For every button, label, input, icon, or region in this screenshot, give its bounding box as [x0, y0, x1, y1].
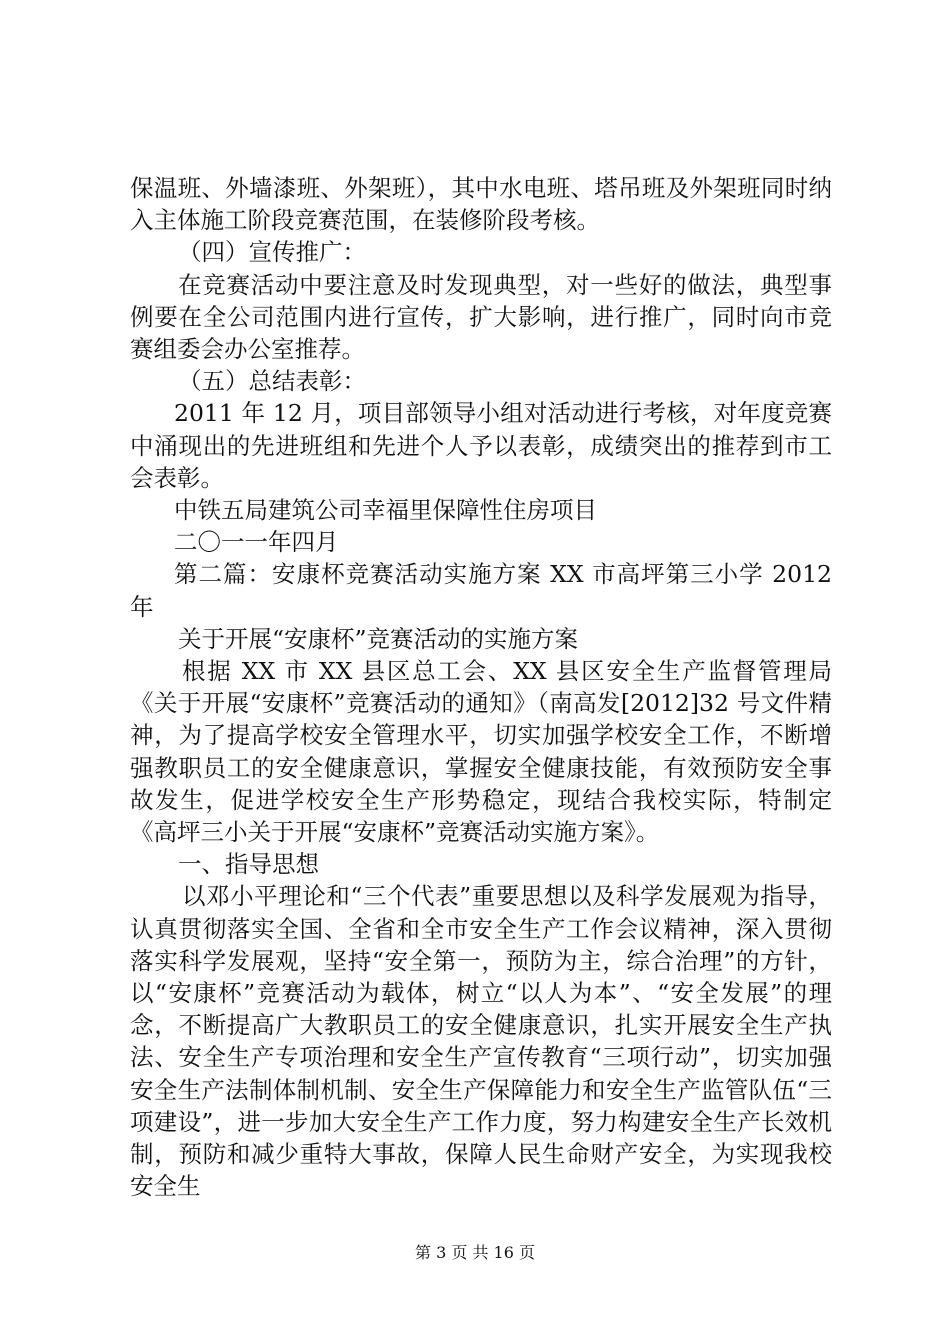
paragraph-commendation: 2011 年 12 月，项目部领导小组对活动进行考核，对年度竞赛中涌现出的先进班组和先进个人予以表彰，成绩突出的推荐到市工会表彰。 — [130, 399, 832, 492]
document-body — [130, 172, 832, 1203]
page-footer: 第 3 页 共 16 页 — [415, 1243, 535, 1262]
paragraph-guiding-ideology: 以邓小平理论和“三个代表”重要思想以及科学发展观为指导，认真贯彻落实全国、全省和全市安全生产工作会议精神，深入贯彻落实科学发展观，坚持“安全第一，预防为主，综合治理”的方针，以“安康杯”竞赛活动为载体，树立“以人为本”、“安全发展”的理念，不断提高广大教职员工的安全健康意识，扎实开展安全生产执法、安全生产专项治理和安全生产宣传教育“三项行动”，切实加强安全生产法制体制机制、安全生产保障能力和安全生产监管队伍“三项建设”，进一步加大安全生产工作力度，努力构建安全生产长效机制，预防和减少重特大事故，保障人民生命财产安全，为实现我校安全生 — [130, 882, 832, 1201]
section-heading-publicity: （四）宣传推广： — [178, 238, 366, 267]
paragraph-publicity: 在竞赛活动中要注意及时发现典型，对一些好的做法，典型事例要在全公司范围内进行宣传，扩大影响，进行推广，同时向市竞赛组委会办公室推荐。 — [130, 270, 832, 364]
paragraph-basis: 根据 XX 市 XX 县区总工会、XX 县区安全生产监督管理局《关于开展“安康杯”竞赛活动的通知》（南高发[2012]32 号文件精神，为了提高学校安全管理水平，切实加强学校安全工作，不断增强教职员工的安全健康意识，掌握安全健康技能，有效预防安全事故发生，促进学校安全生产形势稳定，现结合我校实际，特制定《高坪三小关于开展“安康杯”竞赛活动实施方案》。 — [130, 657, 832, 847]
signature-date: 二〇一一年四月 — [174, 528, 339, 557]
section-heading-guiding-ideology: 一、指导思想 — [178, 850, 319, 879]
signature-organization: 中铁五局建筑公司幸福里保障性住房项目 — [174, 496, 597, 525]
chapter-title: 第二篇：安康杯竞赛活动实施方案 XX 市高坪第三小学 2012 年 — [130, 560, 832, 621]
paragraph-continuation: 保温班、外墙漆班、外架班），其中水电班、塔吊班及外架班同时纳入主体施工阶段竞赛范围，在装修阶段考核。 — [130, 174, 832, 235]
plan-title: 关于开展“安康杯”竞赛活动的实施方案 — [178, 624, 579, 653]
section-heading-commendation: （五）总结表彰： — [178, 367, 366, 396]
